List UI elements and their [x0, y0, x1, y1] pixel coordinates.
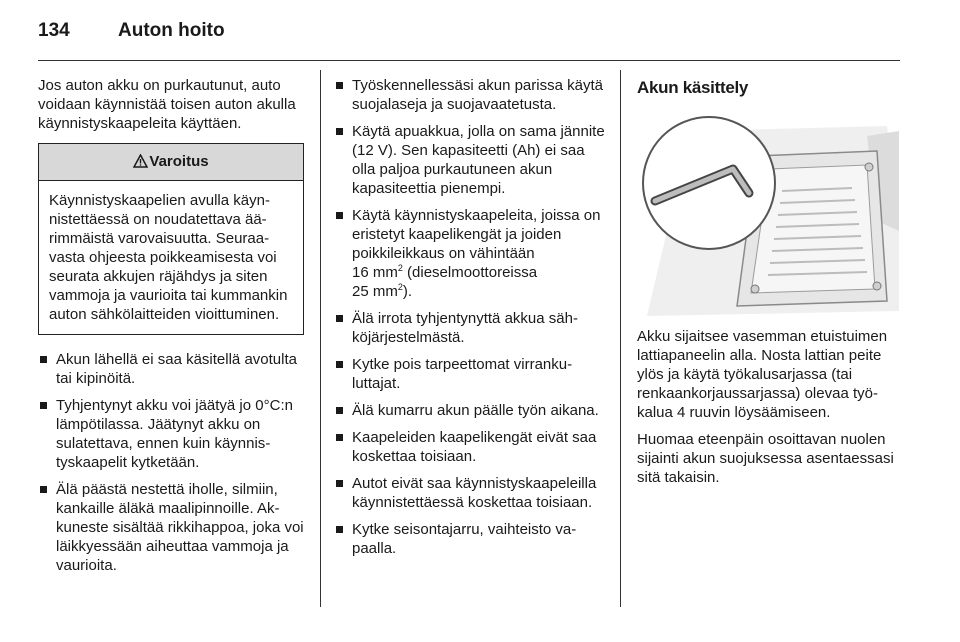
warning-header	[39, 144, 303, 181]
bullet-square-icon	[336, 128, 343, 135]
column-1	[38, 76, 304, 583]
list-item: Kaapeleiden kaapelikengät eivät saa koskettaa toisiaan.	[334, 428, 606, 466]
bullet-square-icon	[336, 480, 343, 487]
list-item: Älä irrota tyhjentynyttä akkua sähköjärjestelmästä.	[334, 309, 606, 347]
bullet-square-icon	[336, 315, 343, 322]
column-2	[334, 76, 606, 566]
arrow-note-paragraph: Huomaa eteenpäin osoittavan nuolen sijainti akun suojuksessa asentaessasi sitä takaisin.	[637, 431, 894, 486]
bullet-list-2	[334, 76, 606, 558]
list-item: Kytke pois tarpeettomat virrankuluttajat.	[334, 355, 606, 393]
header-rule	[38, 60, 900, 61]
warning-box	[38, 143, 304, 335]
bullet-square-icon	[40, 356, 47, 363]
column-3	[637, 76, 901, 487]
column-divider-2	[620, 70, 621, 607]
battery-location-paragraph: Akku sijaitsee vasemman etuistuimen lattiapaneelin alla. Nosta lattian peite ylös ja käytä työkalusarjassa (tai renkaankorjaussarjassa) olevaa työkalua 4 ruuvin löysäämiseen.	[637, 328, 888, 421]
list-item: Kytke seisontajarru, vaihteisto vapaalla.	[334, 520, 606, 558]
column-divider-1	[320, 70, 321, 607]
bullet-square-icon	[336, 361, 343, 368]
list-item: Älä kumarru akun päälle työn aikana.	[334, 401, 606, 420]
list-item: Akun lähellä ei saa käsitellä avotulta tai kipinöitä.	[38, 350, 304, 388]
list-item: Käytä käynnistyskaapeleita, joissa on eristetyt kaapelikengät ja joiden poikkileikkaus on vähintään 16 $mm^2$ (dieselmoottoreissa 25 $mm^2$).	[334, 206, 606, 301]
page-title: Auton hoito	[118, 20, 225, 41]
warning-triangle-icon	[133, 146, 148, 182]
list-item: Työskennellessäsi akun parissa käytä suojalaseja ja suojavaatetusta.	[334, 76, 606, 114]
warning-text: Käynnistyskaapelien avulla käynnistettäessä on noudatettava äärimmäistä varovaisuutta. Seuraavasta ohjeesta poikkeamisesta voi seurata akkujen räjähdys ja siten vammoja ja vaurioita tai kummankin auton sähkölaitteiden vioittuminen.	[49, 192, 288, 323]
list-item: Käytä apuakkua, jolla on sama jännite (12 V). Sen kapasiteetti (Ah) ei saa olla paljoa purkautuneen akun kapasiteettia pienempi.	[334, 122, 606, 198]
bullet-square-icon	[336, 434, 343, 441]
list-item: Älä päästä nestettä iholle, silmiin, kankaille äläkä maalipinnoille. Akkuneste sisältää rikkihappoa, joka voi läikkyessään aiheuttaa vammoja ja vaurioita.	[38, 480, 304, 575]
battery-cover-illustration	[637, 111, 901, 321]
bullet-list-1	[38, 350, 304, 575]
bullet-square-icon	[336, 212, 343, 219]
list-item: Autot eivät saa käynnistyskaapeleilla käynnistettäessä koskettaa toisiaan.	[334, 474, 606, 512]
bullet-square-icon	[336, 407, 343, 414]
intro-paragraph: Jos auton akku on purkautunut, auto voidaan käynnistää toisen auton akulla käynnistyskaapeleita käyttäen.	[38, 77, 296, 132]
bullet-square-icon	[336, 82, 343, 89]
bullet-square-icon	[40, 402, 47, 409]
bullet-square-icon	[336, 526, 343, 533]
section-heading: Akun käsittely	[637, 78, 749, 97]
warning-title: Varoitus	[149, 153, 209, 170]
bullet-square-icon	[40, 486, 47, 493]
page-number: 134	[38, 20, 70, 41]
list-item: Tyhjentynyt akku voi jäätyä jo 0°C:n lämpötilassa. Jäätynyt akku on sulatettava, ennen kuin käynnistyskaapelit kytketään.	[38, 396, 304, 472]
